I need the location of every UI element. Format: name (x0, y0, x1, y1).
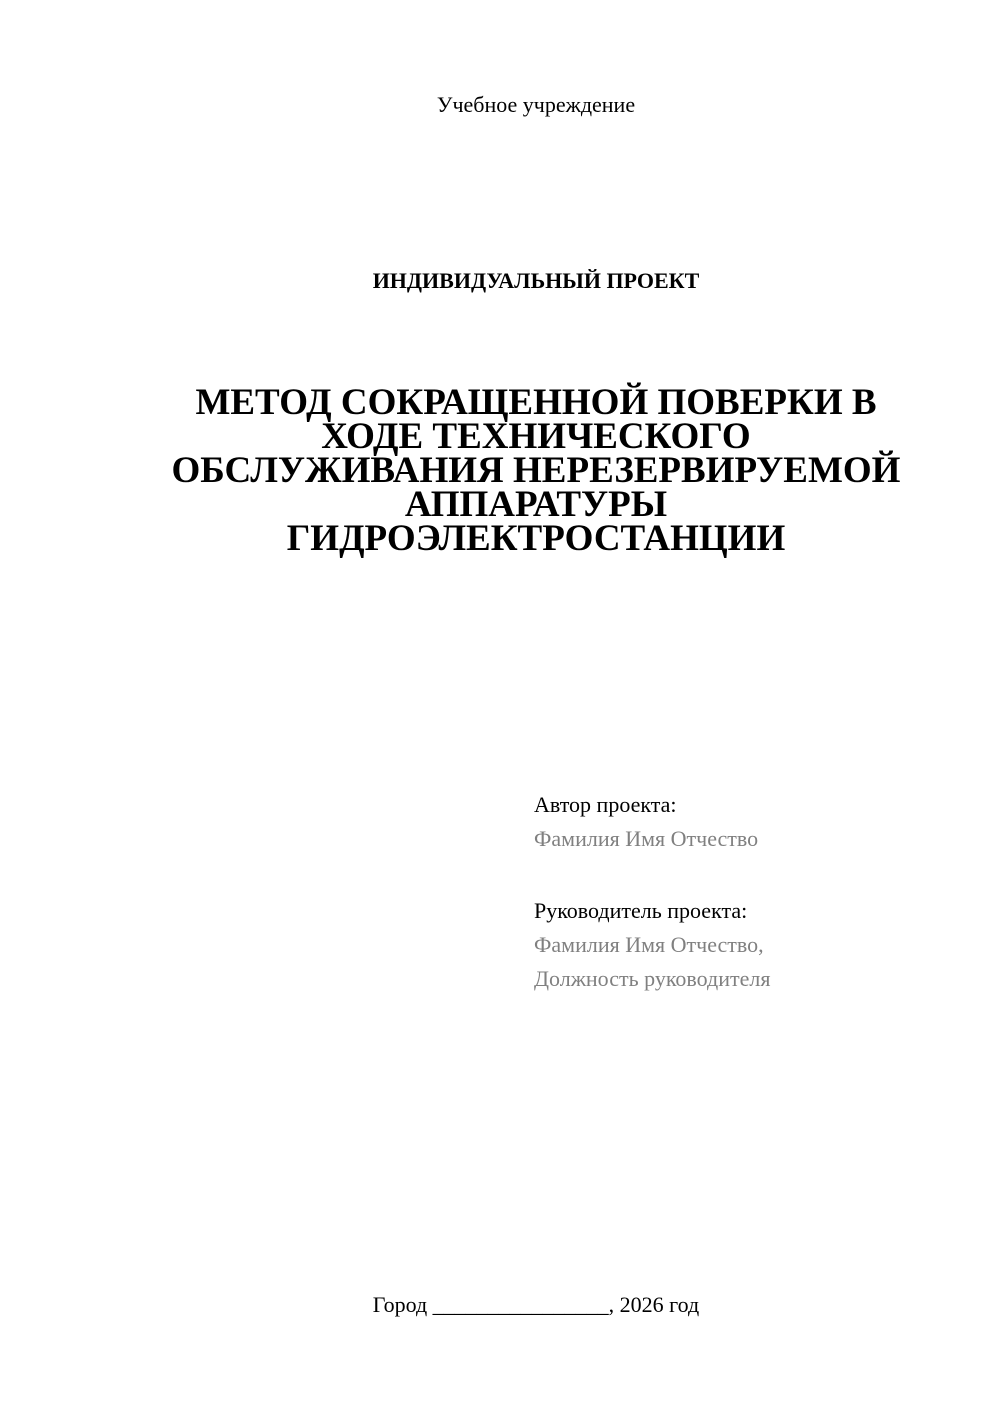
project-title-line-3: ОБСЛУЖИВАНИЯ НЕРЕЗЕРВИРУЕМОЙ (171, 450, 901, 491)
institution-name: Учебное учреждение (436, 92, 636, 117)
project-title-line-2: ХОДЕ ТЕХНИЧЕСКОГО (321, 416, 751, 457)
city-blank: ________________ (432, 1292, 609, 1317)
people-spacer (534, 856, 974, 894)
project-title (100, 382, 972, 559)
author-name: Фамилия Имя Отчество (534, 826, 759, 851)
project-title-line-5: ГИДРОЭЛЕКТРОСТАНЦИИ (286, 518, 786, 559)
supervisor-name: Фамилия Имя Отчество, (534, 932, 764, 957)
project-type-heading: ИНДИВИДУАЛЬНЫЙ ПРОЕКТ (372, 268, 700, 293)
supervisor-position: Должность руководителя (534, 966, 771, 991)
project-people-block (534, 788, 974, 996)
author-label: Автор проекта: (534, 792, 677, 817)
year-text: , 2026 год (608, 1292, 700, 1317)
city-label: Город (372, 1292, 428, 1317)
city-year-line (0, 1290, 1000, 1320)
supervisor-label: Руководитель проекта: (534, 898, 748, 923)
project-title-line-1: МЕТОД СОКРАЩЕННОЙ ПОВЕРКИ В (195, 382, 877, 423)
project-title-line-4: АППАРАТУРЫ (404, 484, 668, 525)
